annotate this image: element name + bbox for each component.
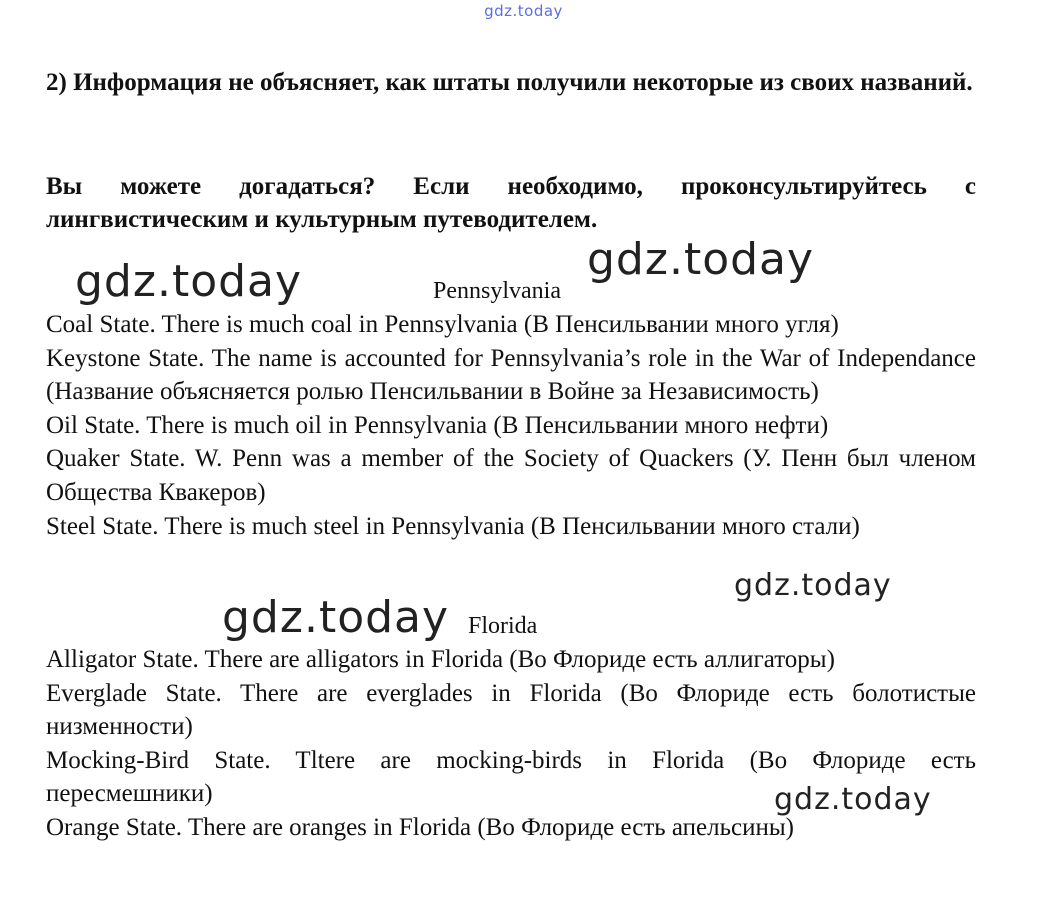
watermark: gdz.today [734, 568, 892, 603]
task-instruction: 2) Информация не объясняет, как штаты получили некоторые из своих названий. [46, 69, 973, 96]
section-heading-pennsylvania: Pennsylvania [433, 278, 561, 304]
watermark: gdz.today [587, 234, 815, 285]
list-item: Oil State. There is much oil in Pennsylvania (В Пенсильвании много нефти) [46, 411, 829, 439]
list-item: Everglade State. There are everglades in Florida (Во Флориде есть болотистые низменности) [46, 679, 976, 741]
list-item: Keystone State. The name is accounted for Pennsylvania’s role in the War of Independance (Название объясняется ролью Пенсильвании в Войне за Независимость) [46, 344, 976, 406]
task-question: Вы можете догадаться? Если необходимо, проконсультируйтесь с лингвистическим и культурным путеводителем. [46, 173, 976, 233]
list-item: Coal State. There is much coal in Pennsylvania (В Пенсильвании много угля) [46, 311, 839, 338]
section-heading-florida: Florida [468, 613, 538, 639]
watermark: gdz.today [75, 256, 303, 307]
florida-entry-list [46, 643, 976, 845]
list-item: Orange State. There are oranges in Florida (Во Флориде есть апельсины) [46, 813, 794, 841]
list-item: Alligator State. There are alligators in Florida (Во Флориде есть аллигаторы) [46, 646, 835, 673]
header-watermark: gdz.today [484, 2, 563, 20]
list-item: Steel State. There is much steel in Pennsylvania (В Пенсильвании много стали) [46, 512, 860, 540]
list-item: Mocking-Bird State. Tltere are mocking-birds in Florida (Во Флориде есть пересмешники) [46, 746, 976, 808]
pennsylvania-entry-list [46, 308, 976, 543]
watermark: gdz.today [774, 782, 932, 817]
list-item: Quaker State. W. Penn was a member of the Society of Quackers (У. Пенн был членом Общества Квакеров) [46, 445, 976, 506]
watermark: gdz.today [222, 592, 450, 643]
